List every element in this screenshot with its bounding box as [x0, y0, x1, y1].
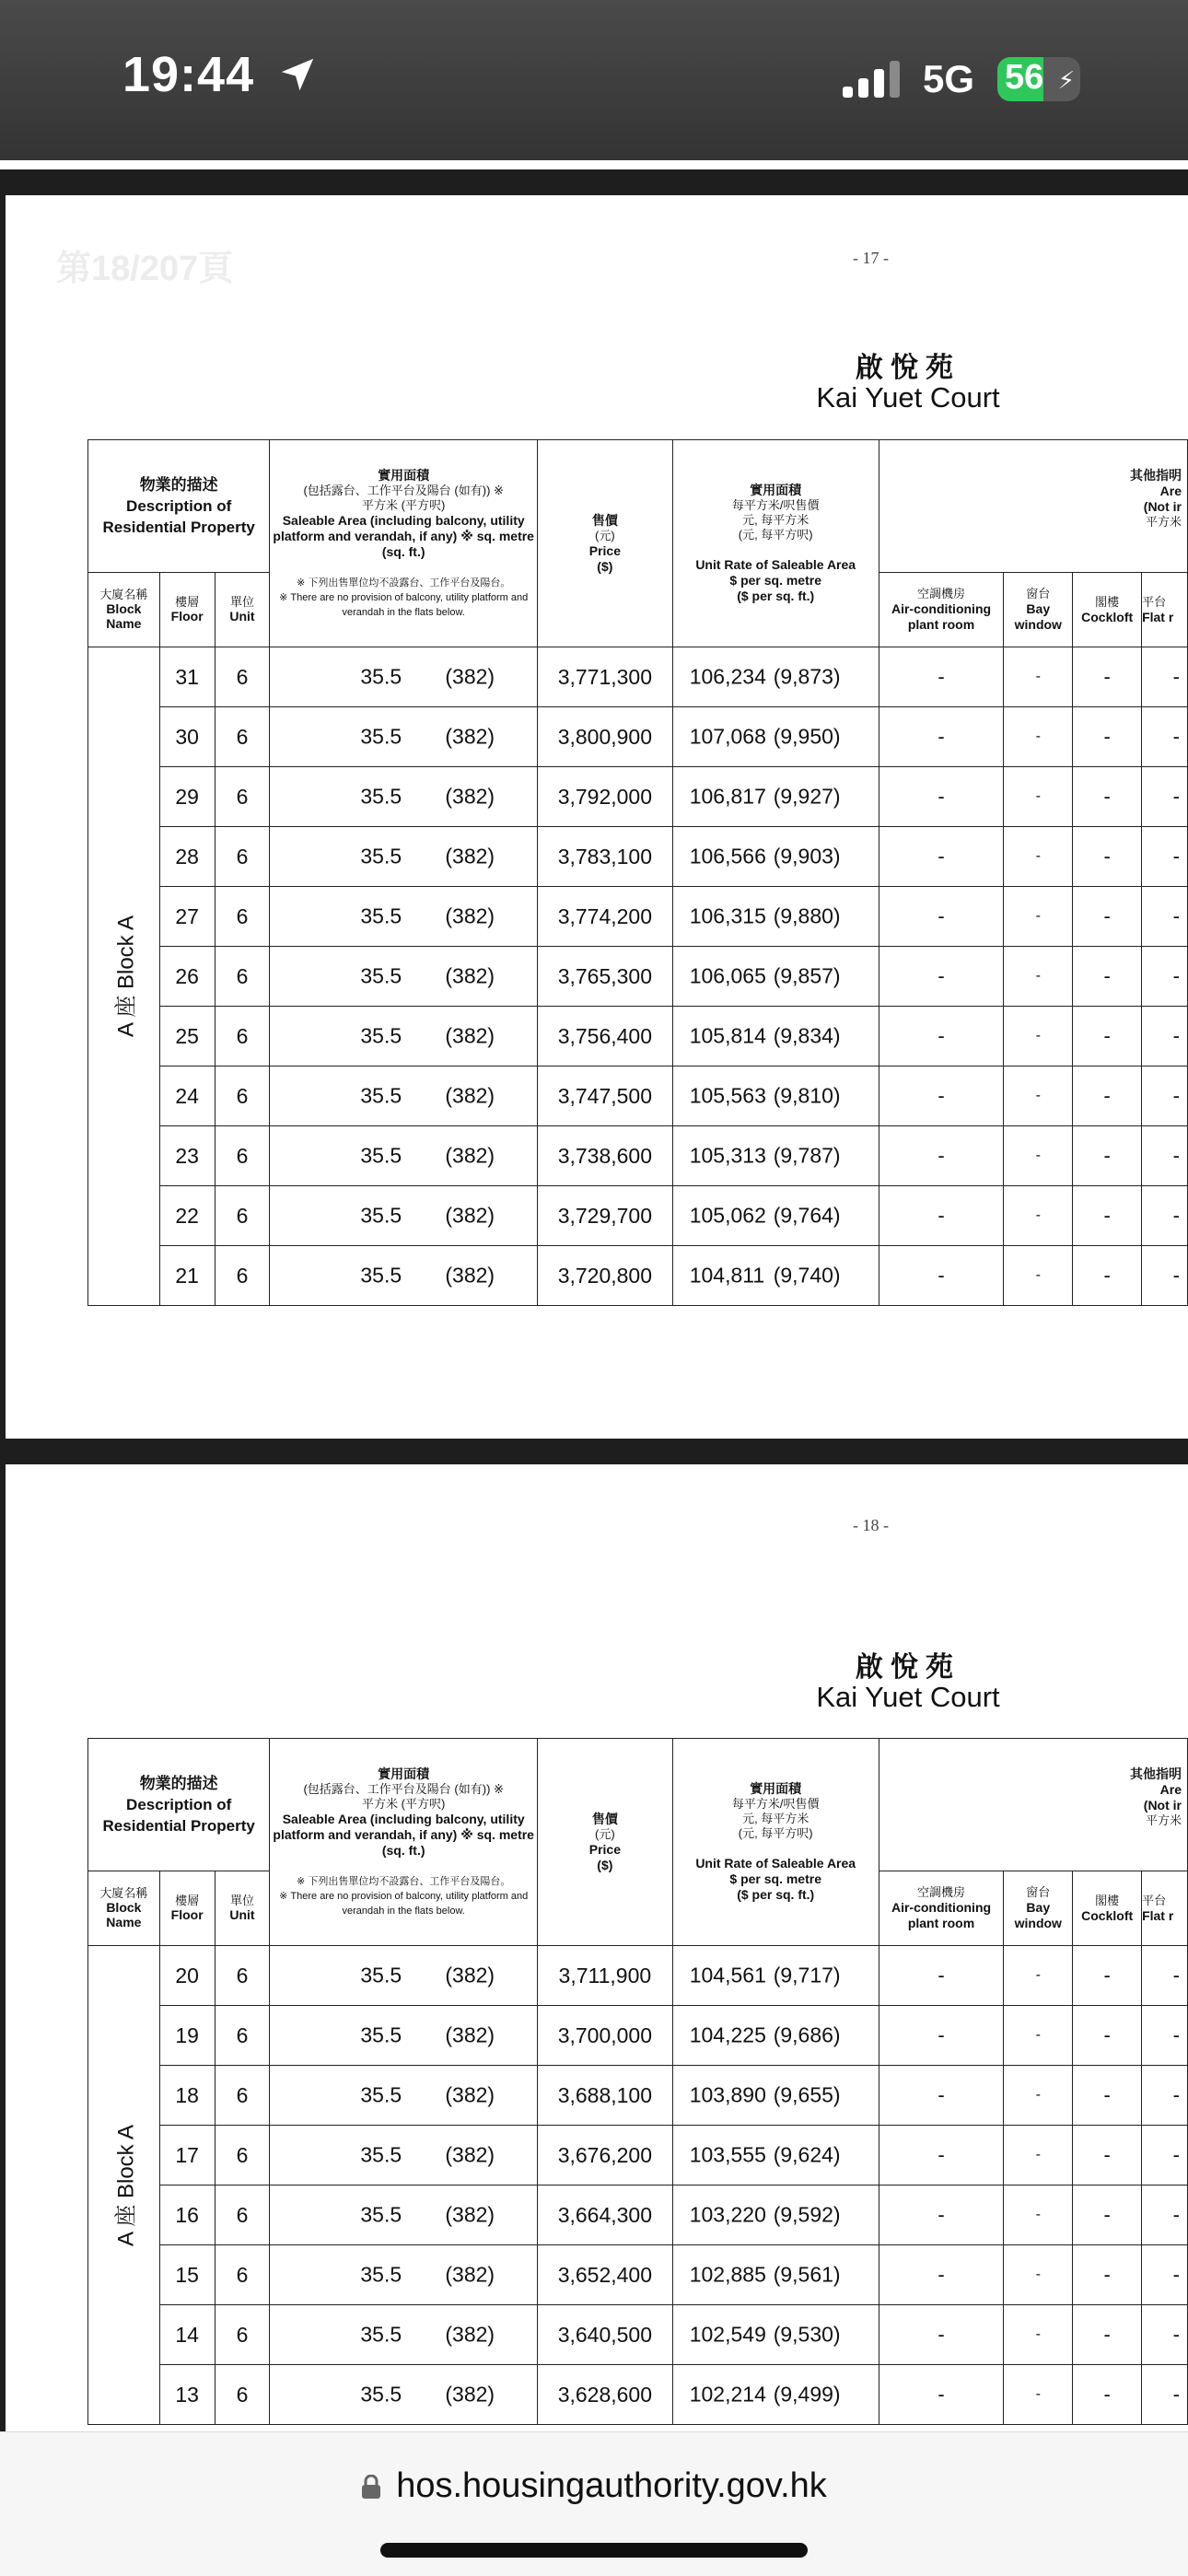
status-bar: [0, 0, 1188, 166]
cockloft-cell: -: [1073, 2126, 1142, 2186]
bay-window-cell: -: [1004, 2066, 1073, 2126]
unit-cell: 6: [215, 767, 270, 827]
flat-roof-cell: -: [1142, 2365, 1188, 2425]
unit-rate-cell: 106,817 (9,927): [672, 767, 879, 827]
ac-plant-room-cell: -: [879, 2066, 1004, 2126]
floor-cell: 27: [159, 887, 215, 947]
table-row: [88, 2305, 1188, 2365]
table-row: [88, 1007, 1188, 1067]
court-title-cn: 啟悅苑: [856, 353, 961, 383]
header-flat-roof: 平台 Flat r: [1142, 573, 1188, 647]
unit-cell: 6: [215, 1946, 270, 2006]
unit-cell: 6: [215, 827, 270, 887]
flat-roof-cell: -: [1142, 1067, 1188, 1126]
header-price: 售價 (元) Price ($): [538, 440, 673, 647]
unit-cell: 6: [215, 2365, 270, 2425]
area-cell: 35.5 (382): [270, 947, 538, 1007]
charging-bolt-icon: ⚡: [1057, 66, 1075, 94]
area-cell: 35.5 (382): [270, 767, 538, 827]
price-cell: 3,628,600: [538, 2365, 673, 2425]
table-row: [88, 2126, 1188, 2186]
floor-cell: 19: [159, 2006, 215, 2066]
bay-window-cell: -: [1004, 1946, 1073, 2006]
unit-cell: 6: [215, 1186, 270, 1246]
unit-cell: 6: [215, 2066, 270, 2126]
unit-cell: 6: [215, 1246, 270, 1306]
ac-plant-room-cell: -: [879, 2006, 1004, 2066]
table-row: [88, 1186, 1188, 1246]
header-description: 物業的描述 Description of Residential Property: [88, 1739, 270, 1871]
unit-cell: 6: [215, 2126, 270, 2186]
unit-rate-cell: 105,062 (9,764): [672, 1186, 879, 1246]
cockloft-cell: -: [1073, 2245, 1142, 2305]
price-cell: 3,711,900: [538, 1946, 673, 2006]
header-saleable-area: 實用面積 (包括露台、工作平台及陽台 (如有)) ※ 平方米 (平方呎) Saleable Area (including balcony, utility platform and verandah, if any) ※ sq. metre (sq. ft.) ※ 下列出售單位均不設露台、工作平台及陽台。 ※ There are no provision of balcony, utility platform and verandah in the flats below.: [270, 1739, 538, 1946]
floor-cell: 25: [159, 1007, 215, 1067]
unit-rate-cell: 104,811 (9,740): [672, 1246, 879, 1306]
unit-rate-cell: 102,549 (9,530): [672, 2305, 879, 2365]
area-cell: 35.5 (382): [270, 2066, 538, 2126]
unit-rate-cell: 103,220 (9,592): [672, 2186, 879, 2245]
cockloft-cell: -: [1073, 1246, 1142, 1306]
ac-plant-room-cell: -: [879, 647, 1004, 707]
table-row: [88, 1126, 1188, 1186]
document-page-17[interactable]: [6, 195, 1188, 1439]
table-row: [88, 647, 1188, 707]
header-unit: 單位 Unit: [215, 573, 270, 647]
floor-cell: 14: [159, 2305, 215, 2365]
cockloft-cell: -: [1073, 2006, 1142, 2066]
table-row: [88, 767, 1188, 827]
header-block: 大廈名稱 Block Name: [88, 1871, 160, 1946]
unit-rate-cell: 106,315 (9,880): [672, 887, 879, 947]
area-cell: 35.5 (382): [270, 2126, 538, 2186]
floor-cell: 18: [159, 2066, 215, 2126]
flat-roof-cell: -: [1142, 2006, 1188, 2066]
page-number: - 18 -: [853, 1516, 889, 1534]
header-bay-window: 窗台 Bay window: [1004, 573, 1073, 647]
table-row: [88, 1946, 1188, 2006]
unit-rate-cell: 107,068 (9,950): [672, 707, 879, 767]
unit-rate-cell: 105,563 (9,810): [672, 1067, 879, 1126]
block-name-cell: A 座 Block A: [88, 1946, 160, 2425]
table-row: [88, 2186, 1188, 2245]
price-cell: 3,664,300: [538, 2186, 673, 2245]
cockloft-cell: -: [1073, 887, 1142, 947]
bay-window-cell: -: [1004, 2365, 1073, 2425]
bay-window-cell: -: [1004, 2006, 1073, 2066]
location-arrow-icon: [276, 53, 319, 96]
flat-roof-cell: -: [1142, 1946, 1188, 2006]
floor-cell: 23: [159, 1126, 215, 1186]
cockloft-cell: -: [1073, 767, 1142, 827]
signal-bars-icon: [841, 59, 905, 99]
browser-toolbar: [0, 2431, 1188, 2576]
unit-cell: 6: [215, 647, 270, 707]
bay-window-cell: -: [1004, 2126, 1073, 2186]
ac-plant-room-cell: -: [879, 2365, 1004, 2425]
bay-window-cell: -: [1004, 1126, 1073, 1186]
area-cell: 35.5 (382): [270, 2305, 538, 2365]
area-cell: 35.5 (382): [270, 1186, 538, 1246]
ac-plant-room-cell: -: [879, 1067, 1004, 1126]
cockloft-cell: -: [1073, 947, 1142, 1007]
flat-roof-cell: -: [1142, 1186, 1188, 1246]
table-row: [88, 827, 1188, 887]
ac-plant-room-cell: -: [879, 2186, 1004, 2245]
ac-plant-room-cell: -: [879, 707, 1004, 767]
cockloft-cell: -: [1073, 1946, 1142, 2006]
table-row: [88, 2006, 1188, 2066]
price-table: [87, 1738, 1188, 2425]
bay-window-cell: -: [1004, 2186, 1073, 2245]
bay-window-cell: -: [1004, 887, 1073, 947]
header-price: 售價 (元) Price ($): [538, 1739, 673, 1946]
unit-cell: 6: [215, 887, 270, 947]
cockloft-cell: -: [1073, 1186, 1142, 1246]
bay-window-cell: -: [1004, 707, 1073, 767]
header-floor: 樓層 Floor: [159, 1871, 215, 1946]
price-cell: 3,792,000: [538, 767, 673, 827]
price-cell: 3,756,400: [538, 1007, 673, 1067]
header-floor: 樓層 Floor: [159, 573, 215, 647]
unit-rate-cell: 103,890 (9,655): [672, 2066, 879, 2126]
bay-window-cell: -: [1004, 947, 1073, 1007]
bay-window-cell: -: [1004, 827, 1073, 887]
area-cell: 35.5 (382): [270, 1007, 538, 1067]
price-cell: 3,738,600: [538, 1126, 673, 1186]
price-cell: 3,771,300: [538, 647, 673, 707]
page-counter-watermark: 第18/207頁: [56, 250, 234, 288]
table-row: [88, 2245, 1188, 2305]
price-cell: 3,688,100: [538, 2066, 673, 2126]
flat-roof-cell: -: [1142, 827, 1188, 887]
document-page-18[interactable]: [6, 1464, 1188, 2431]
unit-cell: 6: [215, 2245, 270, 2305]
header-unit: 單位 Unit: [215, 1871, 270, 1946]
unit-cell: 6: [215, 1067, 270, 1126]
ac-plant-room-cell: -: [879, 1246, 1004, 1306]
floor-cell: 29: [159, 767, 215, 827]
price-cell: 3,700,000: [538, 2006, 673, 2066]
bay-window-cell: -: [1004, 1246, 1073, 1306]
price-cell: 3,800,900: [538, 707, 673, 767]
flat-roof-cell: -: [1142, 1246, 1188, 1306]
home-indicator[interactable]: [380, 2543, 808, 2558]
area-cell: 35.5 (382): [270, 647, 538, 707]
cockloft-cell: -: [1073, 1007, 1142, 1067]
area-cell: 35.5 (382): [270, 707, 538, 767]
unit-rate-cell: 105,313 (9,787): [672, 1126, 879, 1186]
header-ac-plant-room: 空調機房 Air-conditioning plant room: [879, 1871, 1004, 1946]
flat-roof-cell: -: [1142, 2186, 1188, 2245]
cockloft-cell: -: [1073, 2305, 1142, 2365]
table-row: [88, 947, 1188, 1007]
floor-cell: 24: [159, 1067, 215, 1126]
floor-cell: 22: [159, 1186, 215, 1246]
bay-window-cell: -: [1004, 2305, 1073, 2365]
floor-cell: 26: [159, 947, 215, 1007]
unit-cell: 6: [215, 947, 270, 1007]
floor-cell: 16: [159, 2186, 215, 2245]
ac-plant-room-cell: -: [879, 947, 1004, 1007]
court-title-cn: 啟悅苑: [856, 1652, 961, 1683]
table-row: [88, 2066, 1188, 2126]
flat-roof-cell: -: [1142, 647, 1188, 707]
bay-window-cell: -: [1004, 2245, 1073, 2305]
floor-cell: 30: [159, 707, 215, 767]
header-cockloft: 閣樓 Cockloft: [1073, 573, 1142, 647]
cockloft-cell: -: [1073, 647, 1142, 707]
header-description: 物業的描述 Description of Residential Property: [88, 440, 270, 573]
table-row: [88, 2365, 1188, 2425]
price-table: [87, 439, 1188, 1306]
price-cell: 3,783,100: [538, 827, 673, 887]
block-name-cell: A 座 Block A: [88, 647, 160, 1306]
flat-roof-cell: -: [1142, 1126, 1188, 1186]
price-cell: 3,720,800: [538, 1246, 673, 1306]
area-cell: 35.5 (382): [270, 1126, 538, 1186]
unit-cell: 6: [215, 2006, 270, 2066]
ac-plant-room-cell: -: [879, 2126, 1004, 2186]
floor-cell: 15: [159, 2245, 215, 2305]
unit-rate-cell: 105,814 (9,834): [672, 1007, 879, 1067]
floor-cell: 17: [159, 2126, 215, 2186]
unit-rate-cell: 104,561 (9,717): [672, 1946, 879, 2006]
header-saleable-area: 實用面積 (包括露台、工作平台及陽台 (如有)) ※ 平方米 (平方呎) Saleable Area (including balcony, utility platform and verandah, if any) ※ sq. metre (sq. ft.) ※ 下列出售單位均不設露台、工作平台及陽台。 ※ There are no provision of balcony, utility platform and verandah in the flats below.: [270, 440, 538, 647]
floor-cell: 20: [159, 1946, 215, 2006]
ac-plant-room-cell: -: [879, 1126, 1004, 1186]
area-cell: 35.5 (382): [270, 2365, 538, 2425]
floor-cell: 31: [159, 647, 215, 707]
url-text: hos.housingauthority.gov.hk: [396, 2466, 827, 2505]
unit-rate-cell: 102,214 (9,499): [672, 2365, 879, 2425]
ac-plant-room-cell: -: [879, 767, 1004, 827]
bay-window-cell: -: [1004, 1186, 1073, 1246]
bay-window-cell: -: [1004, 1007, 1073, 1067]
header-other-areas: 其他指明 Are (Not ir 平方米: [879, 440, 1187, 573]
price-cell: 3,765,300: [538, 947, 673, 1007]
cockloft-cell: -: [1073, 2186, 1142, 2245]
page-number: - 17 -: [853, 249, 889, 267]
unit-rate-cell: 106,566 (9,903): [672, 827, 879, 887]
ac-plant-room-cell: -: [879, 2245, 1004, 2305]
price-cell: 3,729,700: [538, 1186, 673, 1246]
ac-plant-room-cell: -: [879, 827, 1004, 887]
area-cell: 35.5 (382): [270, 887, 538, 947]
ac-plant-room-cell: -: [879, 1186, 1004, 1246]
area-cell: 35.5 (382): [270, 827, 538, 887]
price-cell: 3,640,500: [538, 2305, 673, 2365]
cockloft-cell: -: [1073, 1067, 1142, 1126]
battery-percent: 56: [1005, 58, 1044, 97]
flat-roof-cell: -: [1142, 2305, 1188, 2365]
court-title-en: Kai Yuet Court: [816, 1681, 1000, 1713]
flat-roof-cell: -: [1142, 707, 1188, 767]
header-unit-rate: 實用面積 每平方米/呎售價 元, 每平方米 (元, 每平方呎) Unit Rate of Saleable Area $ per sq. metre ($ per sq. ft.): [672, 440, 879, 647]
unit-cell: 6: [215, 2305, 270, 2365]
flat-roof-cell: -: [1142, 2066, 1188, 2126]
header-unit-rate: 實用面積 每平方米/呎售價 元, 每平方米 (元, 每平方呎) Unit Rate of Saleable Area $ per sq. metre ($ per sq. ft.): [672, 1739, 879, 1946]
flat-roof-cell: -: [1142, 1007, 1188, 1067]
bay-window-cell: -: [1004, 1067, 1073, 1126]
header-flat-roof: 平台 Flat r: [1142, 1871, 1188, 1946]
header-cockloft: 閣樓 Cockloft: [1073, 1871, 1142, 1946]
header-block: 大廈名稱 Block Name: [88, 573, 160, 647]
price-cell: 3,747,500: [538, 1067, 673, 1126]
cockloft-cell: -: [1073, 2066, 1142, 2126]
flat-roof-cell: -: [1142, 887, 1188, 947]
network-type: 5G: [923, 57, 975, 100]
cockloft-cell: -: [1073, 2365, 1142, 2425]
battery-charging-icon: [997, 57, 1080, 101]
court-title-en: Kai Yuet Court: [816, 381, 1000, 414]
bay-window-cell: -: [1004, 647, 1073, 707]
unit-rate-cell: 102,885 (9,561): [672, 2245, 879, 2305]
cockloft-cell: -: [1073, 707, 1142, 767]
flat-roof-cell: -: [1142, 2126, 1188, 2186]
flat-roof-cell: -: [1142, 2245, 1188, 2305]
unit-cell: 6: [215, 707, 270, 767]
cockloft-cell: -: [1073, 1126, 1142, 1186]
bay-window-cell: -: [1004, 767, 1073, 827]
ac-plant-room-cell: -: [879, 1946, 1004, 2006]
header-other-areas: 其他指明 Are (Not ir 平方米: [879, 1739, 1187, 1871]
area-cell: 35.5 (382): [270, 2186, 538, 2245]
unit-rate-cell: 106,065 (9,857): [672, 947, 879, 1007]
unit-rate-cell: 103,555 (9,624): [672, 2126, 879, 2186]
flat-roof-cell: -: [1142, 767, 1188, 827]
area-cell: 35.5 (382): [270, 2006, 538, 2066]
ac-plant-room-cell: -: [879, 2305, 1004, 2365]
clock: 19:44: [122, 47, 255, 102]
price-cell: 3,774,200: [538, 887, 673, 947]
header-bay-window: 窗台 Bay window: [1004, 1871, 1073, 1946]
table-row: [88, 707, 1188, 767]
table-row: [88, 887, 1188, 947]
ac-plant-room-cell: -: [879, 887, 1004, 947]
unit-rate-cell: 106,234 (9,873): [672, 647, 879, 707]
price-cell: 3,676,200: [538, 2126, 673, 2186]
unit-cell: 6: [215, 1007, 270, 1067]
ac-plant-room-cell: -: [879, 1007, 1004, 1067]
lock-icon: [361, 2475, 381, 2499]
flat-roof-cell: -: [1142, 947, 1188, 1007]
header-ac-plant-room: 空調機房 Air-conditioning plant room: [879, 573, 1004, 647]
floor-cell: 13: [159, 2365, 215, 2425]
area-cell: 35.5 (382): [270, 1067, 538, 1126]
page-top-edge: [0, 160, 1188, 169]
table-row: [88, 1246, 1188, 1306]
area-cell: 35.5 (382): [270, 2245, 538, 2305]
cockloft-cell: -: [1073, 827, 1142, 887]
unit-rate-cell: 104,225 (9,686): [672, 2006, 879, 2066]
floor-cell: 21: [159, 1246, 215, 1306]
unit-cell: 6: [215, 1126, 270, 1186]
table-row: [88, 1067, 1188, 1126]
area-cell: 35.5 (382): [270, 1946, 538, 2006]
floor-cell: 28: [159, 827, 215, 887]
price-cell: 3,652,400: [538, 2245, 673, 2305]
address-bar[interactable]: [0, 2466, 1188, 2506]
unit-cell: 6: [215, 2186, 270, 2245]
area-cell: 35.5 (382): [270, 1246, 538, 1306]
